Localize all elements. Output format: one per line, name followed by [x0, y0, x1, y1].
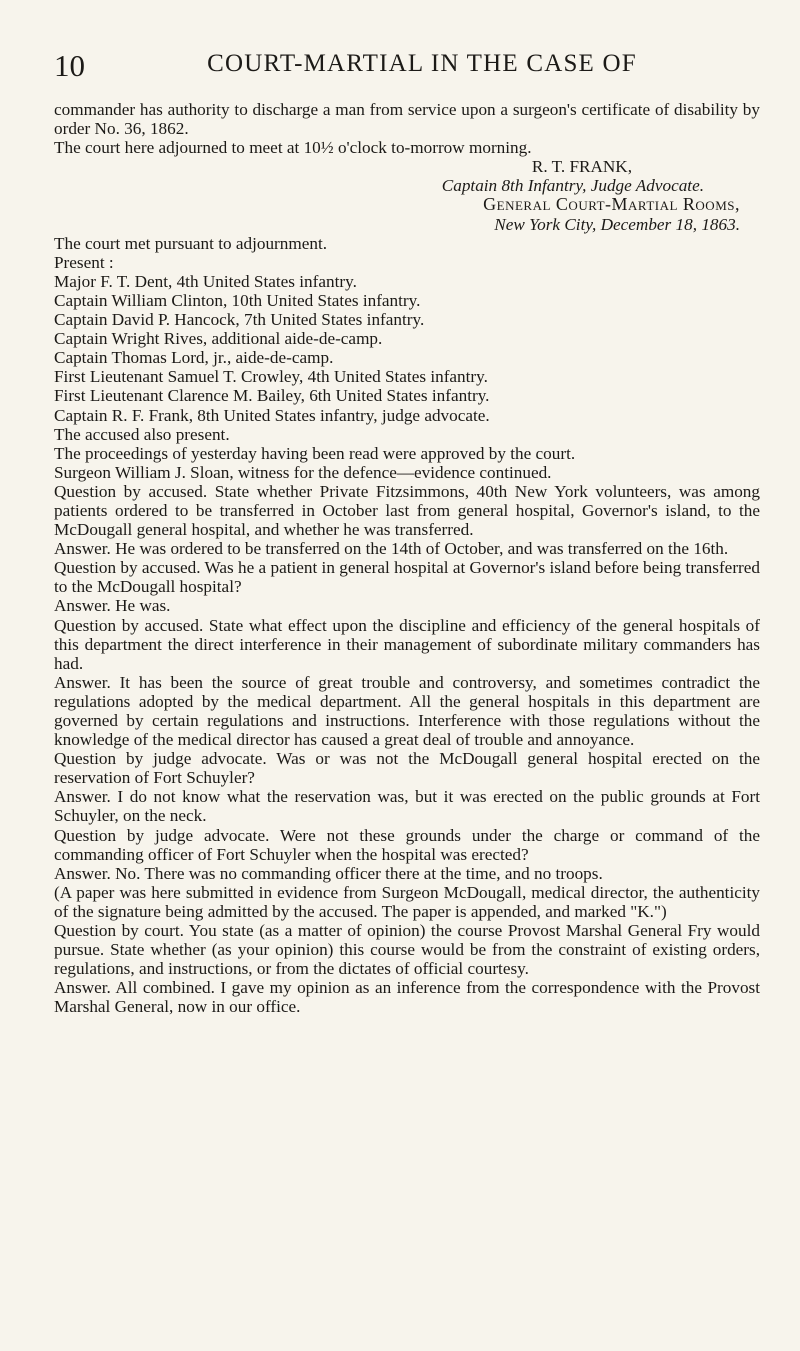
- court-met: The court met pursuant to adjournment.: [54, 233, 328, 253]
- present-member: Captain R. F. Frank, 8th United States infantry, judge advocate.: [54, 405, 490, 425]
- present-list: [54, 272, 760, 444]
- page-number: 10: [54, 48, 85, 83]
- adjournment-note: The court here adjourned to meet at 10½ o'clock to-morrow morning.: [54, 138, 532, 158]
- signature-name: R. T. FRANK,: [531, 157, 632, 177]
- present-member: Captain David P. Hancock, 7th United States infantry.: [54, 310, 425, 330]
- opening-paragraph: commander has authority to discharge a man from service upon a surgeon's certificate of disability by order No. 36, 1862.: [54, 100, 760, 139]
- answer-paragraph: Answer. It has been the source of great trouble and controversy, and sometimes contradict the regulations adopted by the medical department. All the general hospitals in this department are governed by certain regulations and instructions. Interference with those regulations without the knowledge of the medical director has caused a great deal of trouble and annoyance.: [54, 672, 760, 750]
- answer-paragraph: Answer. All combined. I gave my opinion as an inference from the correspondence with the Provost Marshal General, now in our office.: [54, 978, 760, 1017]
- question-paragraph: Question by court. You state (as a matter of opinion) the course Provost Marshal General Fry would pursue. State whether (as your opinion) this course would be from the constraint of existing orders, regulations, and instructions, or from the dictates of official courtesy.: [54, 921, 760, 979]
- answer-paragraph: Answer. He was ordered to be transferred on the 14th of October, and was transferred on the 16th.: [54, 539, 729, 559]
- present-member: Major F. T. Dent, 4th United States infantry.: [54, 271, 357, 291]
- question-paragraph: Question by accused. State whether Private Fitzsimmons, 40th New York volunteers, was among patients ordered to be transferred in October last from general hospital, Governor's island, to the McDougall general hospital, and whether he was transferred.: [54, 481, 760, 540]
- present-member: First Lieutenant Samuel T. Crowley, 4th United States infantry.: [54, 367, 488, 387]
- page-body: [54, 100, 760, 1017]
- present-label: Present :: [54, 252, 114, 272]
- present-member: The accused also present.: [54, 424, 230, 444]
- place-date: New York City, December 18, 1863.: [494, 214, 740, 234]
- evidence-note-paragraph: (A paper was here submitted in evidence from Surgeon McDougall, medical director, the authenticity of the signature being admitted by the accused. The paper is appended, and marked "K."): [54, 882, 760, 921]
- present-member: First Lieutenant Clarence M. Bailey, 6th United States infantry.: [54, 386, 490, 406]
- question-paragraph: Question by accused. State what effect upon the discipline and efficiency of the general hospitals of this department the direct interference in their management of subordinate military commanders has had.: [54, 615, 760, 673]
- place-heading: General Court-Martial Rooms,: [483, 194, 740, 215]
- question-paragraph: Question by judge advocate. Were not these grounds under the charge or command of the commanding officer of Fort Schuyler when the hospital was erected?: [54, 825, 760, 864]
- question-paragraph: Question by accused. Was he a patient in general hospital at Governor's island before being transferred to the McDougall hospital?: [54, 558, 760, 597]
- present-member: Captain Wright Rives, additional aide-de-camp.: [54, 329, 383, 349]
- present-member: Captain Thomas Lord, jr., aide-de-camp.: [54, 348, 334, 368]
- question-paragraph: Question by judge advocate. Was or was not the McDougall general hospital erected on the reservation of Fort Schuyler?: [54, 749, 760, 788]
- present-member: Captain William Clinton, 10th United States infantry.: [54, 290, 421, 310]
- answer-paragraph: Answer. No. There was no commanding officer there at the time, and no troops.: [54, 863, 603, 883]
- answer-paragraph: Answer. I do not know what the reservation was, but it was erected on the public grounds at Fort Schuyler, on the neck.: [54, 787, 760, 826]
- running-title: COURT-MARTIAL IN THE CASE OF: [207, 50, 637, 77]
- witness-paragraph: Surgeon William J. Sloan, witness for the defence—evidence continued.: [54, 462, 552, 482]
- proceedings-paragraph: The proceedings of yesterday having been read were approved by the court.: [54, 443, 576, 463]
- page-header: [54, 48, 760, 88]
- signature-title: Captain 8th Infantry, Judge Advocate.: [441, 176, 704, 196]
- answer-paragraph: Answer. He was.: [54, 596, 171, 616]
